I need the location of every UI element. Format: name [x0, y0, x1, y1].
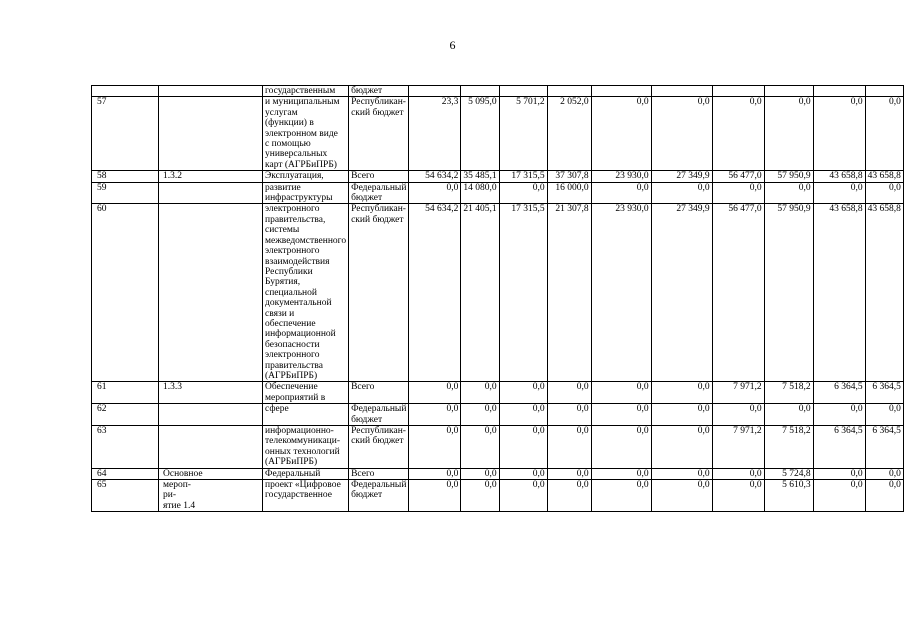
value-cell: 0,0 — [547, 468, 591, 479]
name-cell: проект «Цифровое государственное — [263, 480, 349, 512]
value-cell: 7 971,2 — [712, 382, 764, 404]
row-number-cell: 59 — [92, 182, 159, 204]
value-cell: 54 634,2 — [409, 204, 461, 382]
name-cell: развитие инфраструктуры — [263, 182, 349, 204]
value-cell: 0,0 — [461, 468, 499, 479]
value-cell — [712, 86, 764, 97]
value-cell — [651, 86, 712, 97]
code-cell — [159, 204, 263, 382]
table-row — [92, 468, 904, 479]
value-cell: 6 364,5 — [865, 426, 903, 469]
value-cell: 2 052,0 — [547, 97, 591, 171]
name-cell: информационно- телекоммуникаци- онных технологий (АГРБиПРБ) — [263, 426, 349, 469]
code-cell: мероп- ри- ятие 1.4 — [159, 480, 263, 512]
value-cell: 23,3 — [409, 97, 461, 171]
value-cell: 0,0 — [865, 468, 903, 479]
value-cell: 54 634,2 — [409, 171, 461, 182]
row-number-cell: 63 — [92, 426, 159, 469]
name-cell: государственным — [263, 86, 349, 97]
value-cell: 0,0 — [651, 404, 712, 426]
value-cell: 0,0 — [651, 426, 712, 469]
value-cell: 0,0 — [651, 382, 712, 404]
name-cell: электронного правительства, системы межведомственного электронного взаимодействия Республики Бурятия, специальной документальной связи и обеспечение информационной безопасности электронного правительства (АГРБиПРБ) — [263, 204, 349, 382]
value-cell: 0,0 — [813, 97, 865, 171]
value-cell — [591, 86, 651, 97]
row-number-cell: 60 — [92, 204, 159, 382]
value-cell — [865, 86, 903, 97]
code-cell: 1.3.2 — [159, 171, 263, 182]
value-cell — [499, 86, 547, 97]
value-cell: 17 315,5 — [499, 204, 547, 382]
value-cell — [813, 86, 865, 97]
value-cell: 0,0 — [813, 480, 865, 512]
name-cell: и муниципальным услугам (функции) в электронном виде с помощью универсальных карт (АГРБиПРБ) — [263, 97, 349, 171]
value-cell: 5 724,8 — [764, 468, 813, 479]
table-row — [92, 97, 904, 171]
value-cell: 0,0 — [813, 404, 865, 426]
value-cell: 43 658,8 — [865, 171, 903, 182]
source-cell: Федеральный бюджет — [349, 404, 409, 426]
row-number-cell: 61 — [92, 382, 159, 404]
source-cell: бюджет — [349, 86, 409, 97]
value-cell: 56 477,0 — [712, 171, 764, 182]
row-number-cell: 57 — [92, 97, 159, 171]
value-cell: 0,0 — [461, 382, 499, 404]
value-cell: 5 095,0 — [461, 97, 499, 171]
value-cell: 0,0 — [499, 468, 547, 479]
table-row — [92, 404, 904, 426]
name-cell: Эксплуатация, — [263, 171, 349, 182]
value-cell: 37 307,8 — [547, 171, 591, 182]
value-cell: 0,0 — [651, 182, 712, 204]
source-cell: Федеральный бюджет — [349, 480, 409, 512]
value-cell: 17 315,5 — [499, 171, 547, 182]
table-row — [92, 382, 904, 404]
value-cell: 0,0 — [461, 480, 499, 512]
value-cell: 5 701,2 — [499, 97, 547, 171]
value-cell: 0,0 — [461, 426, 499, 469]
value-cell: 0,0 — [712, 182, 764, 204]
value-cell: 0,0 — [409, 404, 461, 426]
value-cell: 0,0 — [499, 182, 547, 204]
value-cell — [547, 86, 591, 97]
value-cell: 21 405,1 — [461, 204, 499, 382]
value-cell: 0,0 — [591, 468, 651, 479]
value-cell: 0,0 — [651, 480, 712, 512]
value-cell: 0,0 — [712, 404, 764, 426]
value-cell: 0,0 — [461, 404, 499, 426]
value-cell: 0,0 — [499, 426, 547, 469]
value-cell: 0,0 — [764, 182, 813, 204]
value-cell: 6 364,5 — [813, 426, 865, 469]
value-cell — [461, 86, 499, 97]
value-cell: 23 930,0 — [591, 171, 651, 182]
value-cell: 43 658,8 — [813, 204, 865, 382]
budget-table — [91, 85, 904, 512]
code-cell — [159, 182, 263, 204]
table-row — [92, 86, 904, 97]
value-cell: 7 518,2 — [764, 382, 813, 404]
row-number-cell: 64 — [92, 468, 159, 479]
value-cell: 0,0 — [764, 404, 813, 426]
value-cell: 57 950,9 — [764, 171, 813, 182]
name-cell: сфере — [263, 404, 349, 426]
value-cell: 57 950,9 — [764, 204, 813, 382]
value-cell: 0,0 — [591, 382, 651, 404]
source-cell: Всего — [349, 382, 409, 404]
row-number-cell: 58 — [92, 171, 159, 182]
row-number-cell: 62 — [92, 404, 159, 426]
value-cell: 14 080,0 — [461, 182, 499, 204]
value-cell: 0,0 — [547, 382, 591, 404]
value-cell: 0,0 — [499, 382, 547, 404]
value-cell: 0,0 — [712, 468, 764, 479]
value-cell: 0,0 — [764, 97, 813, 171]
value-cell: 0,0 — [499, 404, 547, 426]
page-number: 6 — [449, 38, 456, 52]
value-cell: 0,0 — [409, 468, 461, 479]
code-cell — [159, 404, 263, 426]
value-cell: 0,0 — [409, 182, 461, 204]
code-cell: 1.3.3 — [159, 382, 263, 404]
source-cell: Республикан- ский бюджет — [349, 426, 409, 469]
table-row — [92, 182, 904, 204]
value-cell: 0,0 — [547, 404, 591, 426]
value-cell — [764, 86, 813, 97]
value-cell: 0,0 — [712, 480, 764, 512]
value-cell: 0,0 — [865, 182, 903, 204]
code-cell — [159, 86, 263, 97]
value-cell: 35 485,1 — [461, 171, 499, 182]
value-cell: 43 658,8 — [865, 204, 903, 382]
source-cell: Республикан- ский бюджет — [349, 97, 409, 171]
value-cell: 43 658,8 — [813, 171, 865, 182]
value-cell: 0,0 — [409, 382, 461, 404]
value-cell: 27 349,9 — [651, 204, 712, 382]
source-cell: Всего — [349, 468, 409, 479]
value-cell: 0,0 — [409, 480, 461, 512]
code-cell: Основное — [159, 468, 263, 479]
value-cell: 23 930,0 — [591, 204, 651, 382]
code-cell — [159, 426, 263, 469]
name-cell: Федеральный — [263, 468, 349, 479]
value-cell: 0,0 — [865, 480, 903, 512]
value-cell: 27 349,9 — [651, 171, 712, 182]
value-cell: 0,0 — [547, 480, 591, 512]
source-cell: Республикан- ский бюджет — [349, 204, 409, 382]
value-cell: 5 610,3 — [764, 480, 813, 512]
value-cell: 0,0 — [591, 182, 651, 204]
value-cell: 0,0 — [813, 182, 865, 204]
value-cell: 56 477,0 — [712, 204, 764, 382]
value-cell: 0,0 — [591, 480, 651, 512]
source-cell: Федеральный бюджет — [349, 182, 409, 204]
value-cell: 0,0 — [591, 404, 651, 426]
value-cell: 16 000,0 — [547, 182, 591, 204]
value-cell: 0,0 — [499, 480, 547, 512]
value-cell: 0,0 — [712, 97, 764, 171]
value-cell — [409, 86, 461, 97]
table-row — [92, 426, 904, 469]
value-cell: 0,0 — [591, 426, 651, 469]
value-cell: 0,0 — [865, 97, 903, 171]
table-row — [92, 204, 904, 382]
value-cell: 7 518,2 — [764, 426, 813, 469]
table-row — [92, 171, 904, 182]
row-number-cell — [92, 86, 159, 97]
value-cell: 0,0 — [813, 468, 865, 479]
value-cell: 0,0 — [409, 426, 461, 469]
value-cell: 0,0 — [865, 404, 903, 426]
value-cell: 7 971,2 — [712, 426, 764, 469]
value-cell: 6 364,5 — [813, 382, 865, 404]
code-cell — [159, 97, 263, 171]
table-row — [92, 480, 904, 512]
value-cell: 0,0 — [651, 97, 712, 171]
value-cell: 0,0 — [651, 468, 712, 479]
name-cell: Обеспечение мероприятий в — [263, 382, 349, 404]
source-cell: Всего — [349, 171, 409, 182]
row-number-cell: 65 — [92, 480, 159, 512]
value-cell: 21 307,8 — [547, 204, 591, 382]
value-cell: 0,0 — [591, 97, 651, 171]
value-cell: 0,0 — [547, 426, 591, 469]
value-cell: 6 364,5 — [865, 382, 903, 404]
